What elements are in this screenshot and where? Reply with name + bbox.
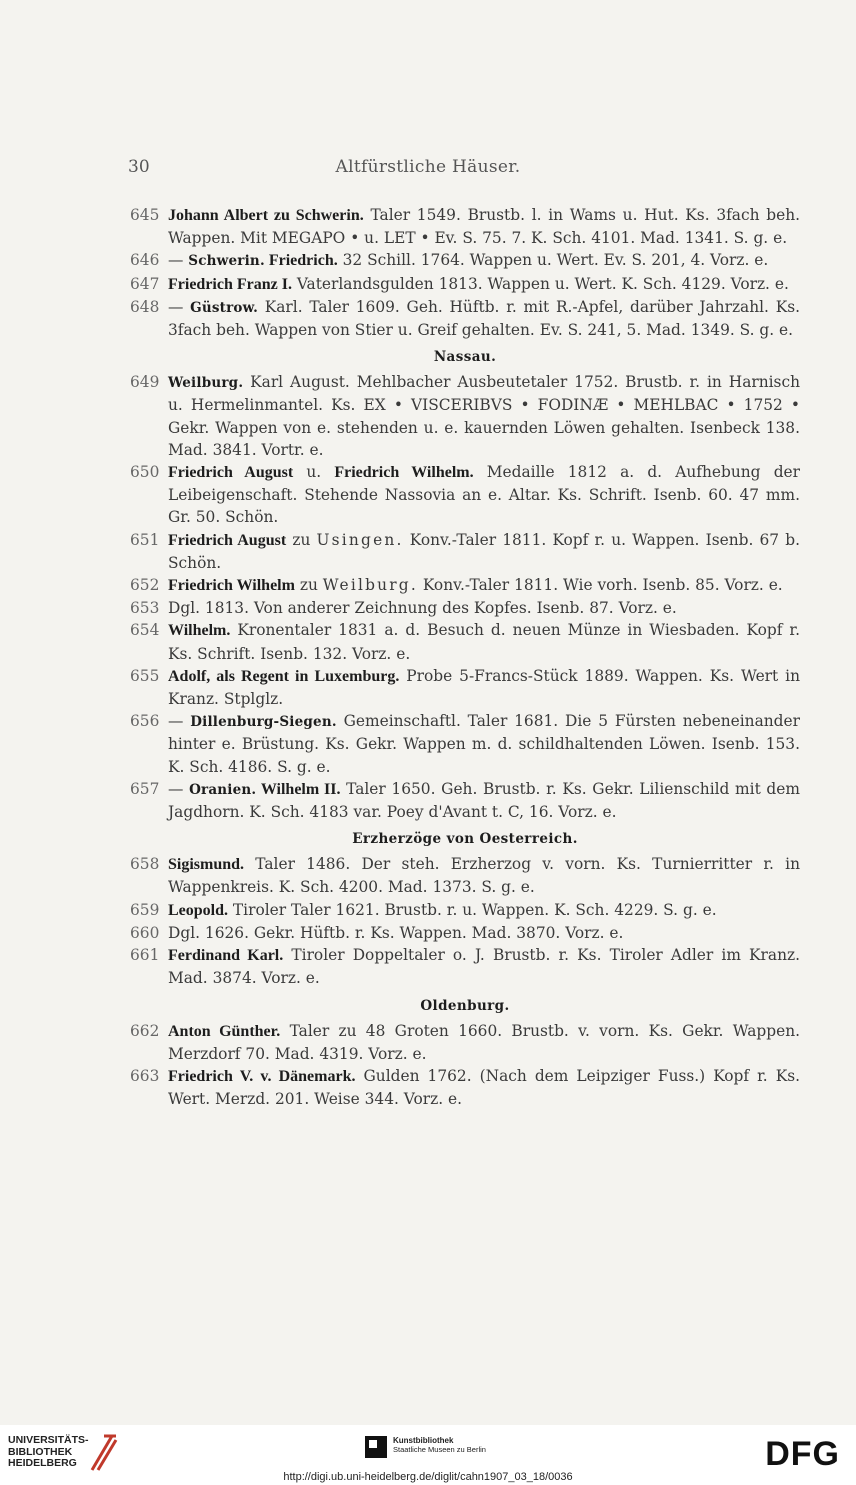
catalog-entry	[130, 249, 800, 272]
catalog-entry	[130, 665, 800, 710]
catalog-entry	[130, 899, 800, 922]
entry-text: zu	[286, 530, 317, 549]
dfg-logo[interactable]: DFG	[765, 1435, 840, 1473]
entry-ruler-name: Anton Günther.	[168, 1022, 281, 1040]
catalog-entry	[130, 1020, 800, 1065]
kb-title: Kunstbibliothek	[393, 1436, 454, 1445]
entry-number: 652	[130, 576, 160, 595]
uni-logo-line3: HEIDELBERG	[8, 1457, 77, 1469]
entry-text: Medaille 1812 a. d. Aufhebung der Leibeigenschaft. Stehende Nassovia an e. Altar. Ks. Schrift. Isenb. 60. 47 mm. Gr. 50. Schön.	[168, 463, 801, 527]
catalog-entry	[130, 710, 800, 778]
entry-text: Gulden 1762. (Nach dem Leipziger Fuss.) Kopf r. Ks. Wert. Merzd. 201. Weise 344. Vorz. e.	[168, 1066, 800, 1109]
catalog-entry	[130, 944, 800, 989]
entry-text: Tiroler Doppeltaler o. J. Brustb. r. Ks. Tiroler Adler im Kranz. Mad. 3874. Vorz. e.	[168, 946, 800, 988]
running-title: Altfürstliche Häuser.	[335, 157, 521, 177]
entry-number: 646	[130, 251, 160, 270]
entry-ruler-name: Wilhelm.	[168, 622, 231, 640]
entry-ruler-name: Adolf, als Regent in Luxemburg.	[168, 667, 400, 685]
entry-text: u.	[293, 463, 335, 482]
entry-spaced-name: Usingen.	[316, 530, 404, 549]
entry-number: 649	[130, 373, 160, 392]
entry-text: —	[168, 712, 191, 731]
entry-text: —	[168, 251, 189, 270]
section-heading: Oldenburg.	[420, 997, 510, 1014]
entry-text: Gemeinschaftl. Taler 1681. Die 5 Fürsten nebeneinander hinter e. Brüstung. Ks. Gekr. Wappen m. d. schildhaltenden Löwen. Isenb. 153. K. Sch. 4186. S. g. e.	[168, 712, 800, 776]
entry-number: 648	[130, 297, 160, 316]
catalog-entry	[130, 853, 800, 898]
entry-text: Taler zu 48 Groten 1660. Brustb. v. vorn. Ks. Gekr. Wappen. Merzdorf 70. Mad. 4319. Vorz. e.	[168, 1021, 800, 1063]
entry-text: Taler 1549. Brustb. l. in Wams u. Hut. Ks. 3fach beh. Wappen. Mit MEGAPO • u. LET • Ev. S. 75. 7. K. Sch. 4101. Mad. 1341. S. g. e.	[168, 206, 800, 248]
catalog-entry	[130, 296, 800, 341]
university-mark-icon	[88, 1430, 118, 1472]
entry-house-name: Weilburg.	[168, 375, 244, 392]
entry-ruler-name: Ferdinand Karl.	[168, 947, 284, 965]
uni-logo-line2: BIBLIOTHEK	[8, 1445, 73, 1458]
section-heading: Erzherzöge von Oesterreich.	[352, 831, 578, 848]
entry-number: 663	[130, 1066, 160, 1085]
catalog-entry	[130, 461, 800, 529]
entry-number: 656	[130, 712, 160, 731]
entry-ruler-name: Friedrich.	[264, 252, 338, 270]
entry-number: 654	[130, 621, 160, 640]
kunstbibliothek-logo[interactable]	[393, 1436, 486, 1454]
catalog-entry	[130, 529, 800, 574]
entry-text: —	[168, 297, 191, 316]
entry-house-name: Güstrow.	[190, 299, 259, 316]
entry-ruler-name: Johann Albert zu Schwerin.	[168, 207, 364, 224]
page-number: 30	[128, 157, 150, 177]
entry-ruler-name: Leopold.	[168, 901, 229, 919]
entry-text: Karl. Taler 1609. Geh. Hüftb. r. mit R.-Apfel, darüber Jahrzahl. Ks. 3fach beh. Wappen von Stier u. Greif gehalten. Ev. S. 241, 5. Mad. 1349. S. g. e.	[168, 297, 800, 340]
entry-ruler-name: Sigismund.	[168, 856, 245, 874]
entry-number: 659	[130, 900, 160, 919]
kb-subtitle: Staatliche Museen zu Berlin	[393, 1445, 486, 1454]
kunstbibliothek-logo-icon	[365, 1436, 387, 1458]
entry-ruler-name: Friedrich August	[168, 464, 294, 482]
footer-bar	[0, 1425, 856, 1485]
uni-logo-line1: UNIVERSITÄTS-	[8, 1434, 89, 1446]
section-heading: Nassau.	[433, 349, 497, 366]
university-library-logo[interactable]	[8, 1435, 89, 1470]
entry-ruler-name: Friedrich V. v. Dänemark.	[168, 1067, 356, 1085]
entry-ruler-name: Friedrich Franz I.	[168, 275, 292, 293]
entry-number: 662	[130, 1021, 160, 1040]
entry-ruler-name: Friedrich Wilhelm	[168, 577, 295, 595]
catalog-entry	[130, 1065, 800, 1110]
entry-text: zu	[294, 576, 323, 595]
entry-text: Taler 1650. Geh. Brustb. r. Ks. Gekr. Lilienschild mit dem Jagdhorn. K. Sch. 4183 var. Poey d'Avant t. C, 16. Vorz. e.	[168, 779, 800, 822]
entry-text: Tiroler Taler 1621. Brustb. r. u. Wappen. K. Sch. 4229. S. g. e.	[228, 900, 717, 919]
entry-house-name: Schwerin.	[188, 253, 265, 270]
entry-ruler-name: Friedrich August	[168, 531, 287, 549]
entry-number: 645	[130, 206, 160, 224]
entry-number: 660	[130, 923, 160, 942]
catalog-entry	[130, 204, 800, 249]
entry-number: 647	[130, 274, 160, 293]
entry-number: 651	[130, 530, 160, 549]
entry-text: Dgl. 1813. Von anderer Zeichnung des Kopfes. Isenb. 87. Vorz. e.	[168, 599, 677, 618]
entry-number: 657	[130, 779, 160, 798]
entry-ruler-name: Friedrich Wilhelm.	[334, 464, 474, 482]
entry-number: 653	[130, 599, 160, 618]
catalog-entry	[130, 922, 800, 944]
entry-text: Taler 1486. Der steh. Erzherzog v. vorn. Ks. Turnierritter r. in Wappenkreis. K. Sch. 4200. Mad. 1373. S. g. e.	[168, 855, 800, 897]
entry-text: Dgl. 1626. Gekr. Hüftb. r. Ks. Wappen. Mad. 3870. Vorz. e.	[168, 923, 624, 942]
entry-number: 661	[130, 946, 160, 965]
catalog-entry	[130, 619, 800, 664]
permalink-url[interactable]: http://digi.ub.uni-heidelberg.de/diglit/cahn1907_03_18/0036	[283, 1471, 573, 1483]
entry-text: Vaterlandsgulden 1813. Wappen u. Wert. K. Sch. 4129. Vorz. e.	[291, 274, 789, 293]
entry-number: 658	[130, 855, 160, 874]
catalog-entry	[130, 574, 800, 597]
catalog-entry	[130, 778, 800, 823]
catalog-entry	[130, 371, 800, 461]
catalog-body	[130, 204, 800, 1110]
entry-text: 32 Schill. 1764. Wappen u. Wert. Ev. S. 201, 4. Vorz. e.	[337, 251, 769, 270]
entry-house-name: Dillenburg-Siegen.	[190, 714, 337, 731]
page-header	[0, 157, 856, 187]
entry-text: Karl August. Mehlbacher Ausbeutetaler 1752. Brustb. r. in Harnisch u. Hermelinmantel. Ks. EX • VISCERIBVS • FODINÆ • MEHLBAC • 1752 • Gekr. Wappen von e. stehenden u. e. kauernden Löwen gehalten. Isenbeck 138. Mad. 3841. Vortr. e.	[168, 373, 800, 459]
entry-text: Konv.-Taler 1811. Wie vorh. Isenb. 85. Vorz. e.	[417, 576, 783, 595]
entry-text: Probe 5-Francs-Stück 1889. Wappen. Ks. Wert in Kranz. Stplglz.	[168, 666, 800, 709]
entry-house-name: Oranien.	[189, 781, 257, 798]
entry-number: 650	[130, 463, 160, 482]
catalog-entry	[130, 597, 800, 619]
entry-text: —	[168, 779, 190, 798]
entry-ruler-name: Wilhelm II.	[256, 780, 341, 798]
catalog-entry	[130, 273, 800, 296]
entry-spaced-name: Weilburg.	[322, 576, 418, 595]
entry-number: 655	[130, 666, 160, 685]
entry-text: Konv.-Taler 1811. Kopf r. u. Wappen. Isenb. 67 b. Schön.	[168, 530, 800, 572]
entry-text: Kronentaler 1831 a. d. Besuch d. neuen Münze in Wiesbaden. Kopf r. Ks. Schrift. Isenb. 132. Vorz. e.	[168, 621, 800, 663]
